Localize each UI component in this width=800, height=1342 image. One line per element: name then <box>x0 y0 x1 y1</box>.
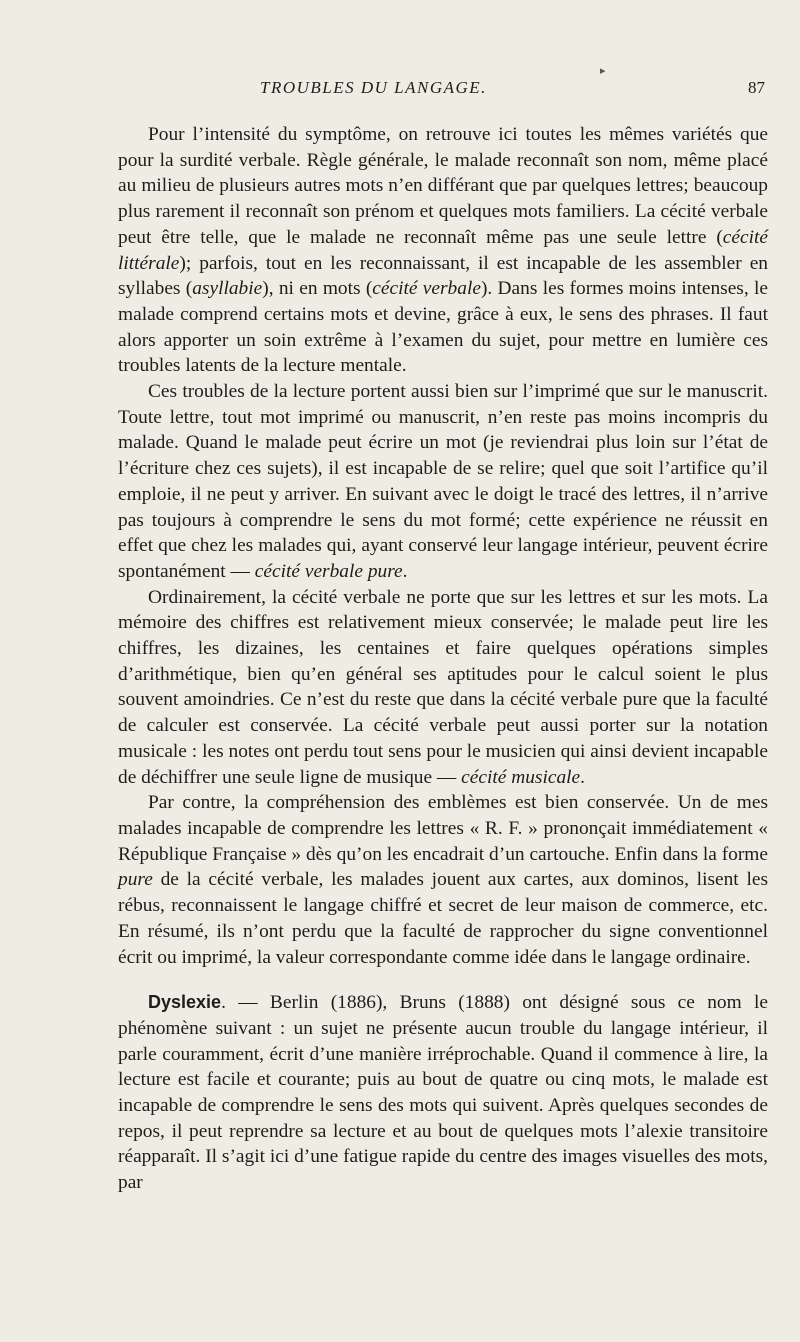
body-text <box>118 122 768 1196</box>
text-run: . <box>402 560 408 582</box>
italic-term: cécité verbale pure <box>254 560 403 582</box>
italic-term: asyllabie <box>192 278 263 300</box>
text-run: . <box>580 766 586 788</box>
paragraph-1 <box>118 122 768 379</box>
text-run: Ces troubles de la lecture portent aussi bien sur l’imprimé que sur le manuscrit. Toute lettre, tout mot imprimé ou manuscrit, n’en reste pas moins incompris du malade. Quand le malade peut écrire un mot (je reviendrai plus loin sur l’état de l’écriture chez ces sujets), il est incapable de se relire; quel que soit l’artifice qu’il emploie, il ne peut y arriver. En suivant avec le doigt le tracé des lettres, il n’arrive pas toujours à comprendre le sens du mot formé; cette expérience ne réussit en effet que chez les malades qui, ayant conservé leur langage intérieur, peuvent écrire spontanément — <box>118 381 768 582</box>
paragraph-2 <box>118 379 768 585</box>
paragraph-3 <box>118 585 768 791</box>
italic-term: cécité littérale <box>118 226 768 274</box>
section-term: Dyslexie <box>148 992 222 1013</box>
text-run: Pour l’intensité du symptôme, on retrouve ici toutes les mêmes variétés que pour la surdité verbale. Règle générale, le malade reconnaît son nom, même placé au milieu de plusieurs autres mots n’en différant que par quelques lettres; beaucoup plus rarement il reconnaît son prénom et quelques mots familiers. La cécité verbale peut être telle, que le malade ne reconnaît même pas une seule lettre ( <box>118 124 768 248</box>
text-run: ); parfois, tout en les reconnaissant, il est incapable de les assembler en syllabes ( <box>118 252 768 300</box>
italic-term: cécité musicale <box>461 766 581 788</box>
text-run: Ordinairement, la cécité verbale ne porte que sur les lettres et sur les mots. La mémoire des chiffres est relativement mieux conservée; le malade peut lire les chiffres, les dizaines, les centaines et faire quelques opérations simples d’arithmétique, bien qu’en général ses aptitudes pour le calcul soient le plus souvent amoindries. Ce n’est du reste que dans la cécité verbale pure que la faculté de calculer est conservée. La cécité verbale peut aussi porter sur la notation musicale : les notes ont perdu tout sens pour le musicien qui ainsi devient incapable de déchiffrer une seule ligne de musique — <box>118 586 768 788</box>
printer-mark: ▸ <box>600 65 606 77</box>
text-run: Par contre, la compréhension des emblèmes est bien conservée. Un de mes malades incapable de comprendre les lettres « R. F. » prononçait immédiatement « République Française » dès qu’on les encadrait d’un cartouche. Enfin dans la forme <box>118 792 768 865</box>
page-number: 87 <box>748 78 765 97</box>
text-run: . — Berlin (1886), Bruns (1888) ont désigné sous ce nom le phénomène suivant : un sujet ne présente aucun trouble du langage intérieur, il parle couramment, écrit d’une manière irréprochable. Quand il commence à lire, la lecture est facile et courante; puis au bout de quatre ou cinq mots, le malade est incapable de comprendre le sens des mots qui suivent. Après quelques secondes de repos, il peut reprendre sa lecture et au bout de quelques mots l’alexie transitoire réapparaît. Il s’agit ici d’une fatigue rapide du centre des images visuelles des mots, par <box>118 992 768 1194</box>
paragraph-4 <box>118 790 768 970</box>
running-title: TROUBLES DU LANGAGE. <box>260 78 487 97</box>
text-run: ). Dans les formes moins intenses, le malade comprend certains mots et devine, grâce à eux, le sens des phrases. Il faut alors apporter un soin extrême à l’examen du sujet, pour mettre en lumière ces troubles latents de la lecture mentale. <box>118 278 768 377</box>
italic-term: pure <box>118 869 153 891</box>
text-run: ), ni en mots ( <box>262 278 373 300</box>
italic-term: cécité verbale <box>372 278 481 300</box>
page-header <box>115 78 775 108</box>
text-run: de la cécité verbale, les malades jouent aux cartes, aux dominos, lisent les rébus, reconnaissent le langage chiffré et secret de leur maison de commerce, etc. En résumé, ils n’ont perdu que la faculté de rapprocher du signe conventionnel écrit ou imprimé, la valeur correspondante comme idée dans le langage ordinaire. <box>118 869 768 968</box>
paragraph-5 <box>118 990 768 1196</box>
